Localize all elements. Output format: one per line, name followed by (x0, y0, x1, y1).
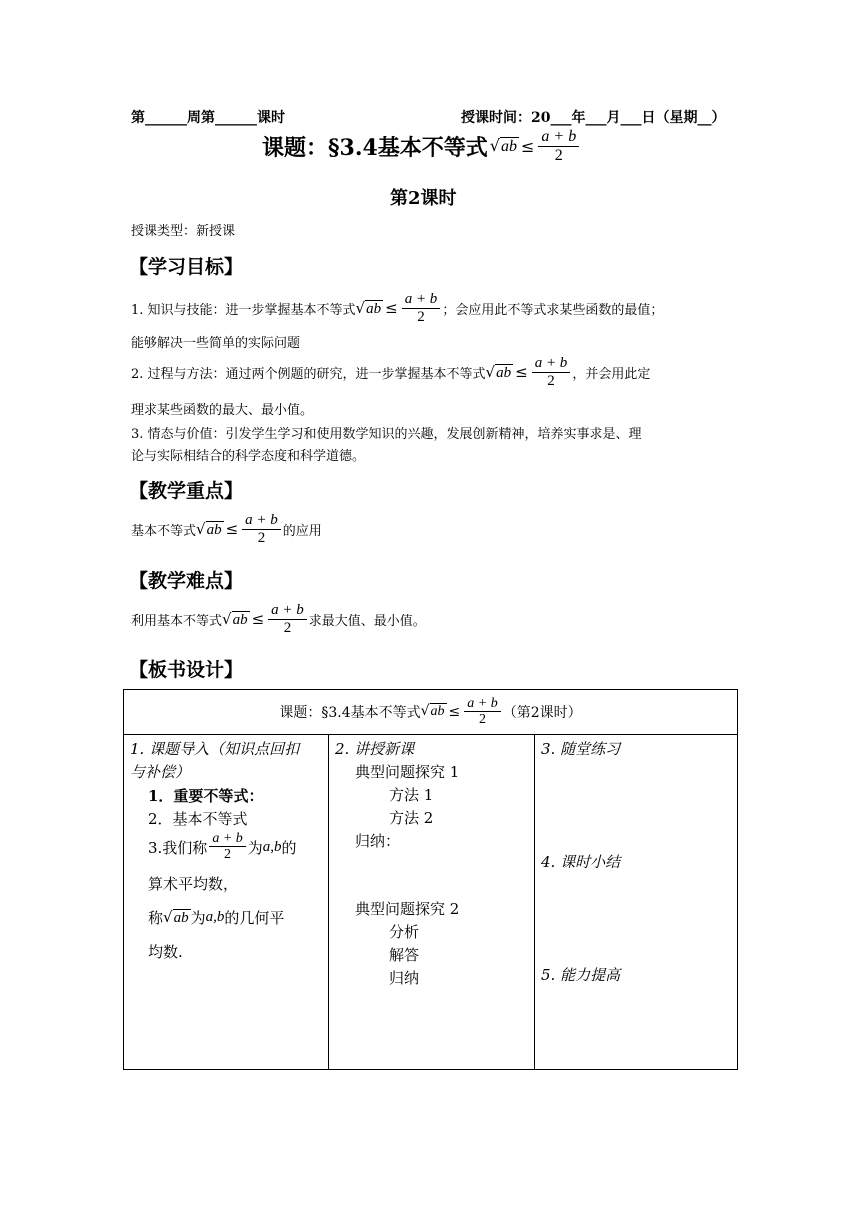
fraction-a-plus-b-over-2: $\frac{a + b}{2}$ (538, 128, 579, 165)
method-2: 方法 2 (389, 809, 434, 827)
lesson-title-text: 课题：§3.4基本不等式 (262, 134, 488, 161)
board-header-tail: （第2课时） (502, 705, 582, 721)
board-header-cell (124, 690, 738, 735)
key-point-post: 的应用 (282, 523, 322, 539)
board-header-formula: √ab ≤ $\frac{a + b}{2}$ (421, 696, 503, 728)
intro-item-arithmetic-mean: 3.我们称 $\frac{a + b}{2}$ 为 a,b 的 (148, 831, 297, 863)
intro-item-basic-inequality: 2．基本不等式 (148, 810, 248, 828)
typical-problem-1: 典型问题探究 1 (355, 763, 460, 781)
typical-problem-2: 典型问题探究 2 (355, 900, 460, 918)
answer: 解答 (389, 946, 420, 964)
intro-title-line2: 与补偿） (130, 763, 191, 781)
lesson-summary: 4. 课时小结 (541, 853, 621, 871)
section-goals: 【学习目标】 (129, 256, 244, 278)
summary-1: 归纳： (355, 832, 401, 850)
new-lesson-title: 2. 讲授新课 (335, 740, 415, 758)
summary-2: 归纳 (389, 969, 420, 987)
lesson-type: 授课类型：新授课 (131, 224, 236, 239)
goal-2-formula: √ab ≤ $\frac{a + b}{2}$ (486, 355, 573, 390)
section-difficulties: 【教学难点】 (129, 570, 244, 592)
intro-item-geometric-mean: 称 √ab 为 a,b 的几何平 (148, 908, 285, 927)
board-col-new-lesson (329, 735, 535, 1070)
board-design-table (123, 689, 738, 1070)
goal-2-text: 2. 过程与方法：通过两个例题的研究，进一步掌握基本不等式 (131, 366, 486, 382)
goal-1-formula: √ab ≤ $\frac{a + b}{2}$ (356, 291, 443, 326)
key-point-text (131, 512, 322, 547)
goal-item-2 (131, 355, 650, 390)
section-board-design: 【板书设计】 (129, 659, 244, 681)
section-key-points: 【教学重点】 (129, 480, 244, 502)
difficulty-post: 求最大值、最小值。 (308, 613, 426, 629)
goal-2-text-tail: ，并会用此定 (572, 366, 651, 382)
in-class-practice: 3. 随堂练习 (541, 740, 621, 758)
goal-1-text-tail: ；会应用此不等式求某些函数的最值； (442, 302, 664, 318)
board-col-intro (124, 735, 329, 1070)
analysis: 分析 (389, 923, 420, 941)
goal-item-2-line2: 理求某些函数的最大、最小值。 (131, 403, 314, 418)
intro-title: 1. 课题导入（知识点回扣 (130, 740, 300, 758)
difficulty-text (131, 602, 426, 637)
ability-improvement: 5. 能力提高 (541, 966, 621, 984)
week-period-label: 第______周第______课时 (131, 110, 285, 126)
board-header-text: 课题：§3.4基本不等式 (279, 705, 421, 721)
goal-item-3-line2: 论与实际相结合的科学态度和科学道德。 (131, 449, 366, 464)
key-point-pre: 基本不等式 (131, 523, 197, 539)
intro-item-important-inequality: 1．重要不等式： (148, 787, 264, 805)
intro-item-arithmetic-mean-line2: 算术平均数， (148, 875, 239, 893)
goal-1-text: 1. 知识与技能：进一步掌握基本不等式 (131, 302, 356, 318)
method-1: 方法 1 (389, 786, 434, 804)
difficulty-formula: √ab ≤ $\frac{a + b}{2}$ (222, 602, 309, 637)
board-header (124, 690, 737, 734)
goal-item-1 (131, 291, 663, 326)
goal-item-1-line2: 能够解决一些简单的实际问题 (131, 336, 301, 351)
title-formula (490, 128, 581, 165)
board-col-practice (535, 735, 738, 1070)
goal-item-3: 3. 情态与价值：引发学生学习和使用数学知识的兴趣，发展创新精神，培养实事求是、理 (131, 427, 642, 442)
lesson-subtitle: 第2课时 (390, 188, 457, 209)
sqrt-ab: √ab (489, 136, 517, 156)
lesson-title (262, 128, 581, 165)
difficulty-pre: 利用基本不等式 (131, 613, 223, 629)
key-point-formula: √ab ≤ $\frac{a + b}{2}$ (196, 512, 283, 547)
intro-item-geometric-mean-line2: 均数. (148, 943, 183, 961)
leq-sign: ≤ (520, 136, 535, 156)
teaching-time-label: 授课时间：20___年___月___日（星期__） (461, 110, 726, 126)
